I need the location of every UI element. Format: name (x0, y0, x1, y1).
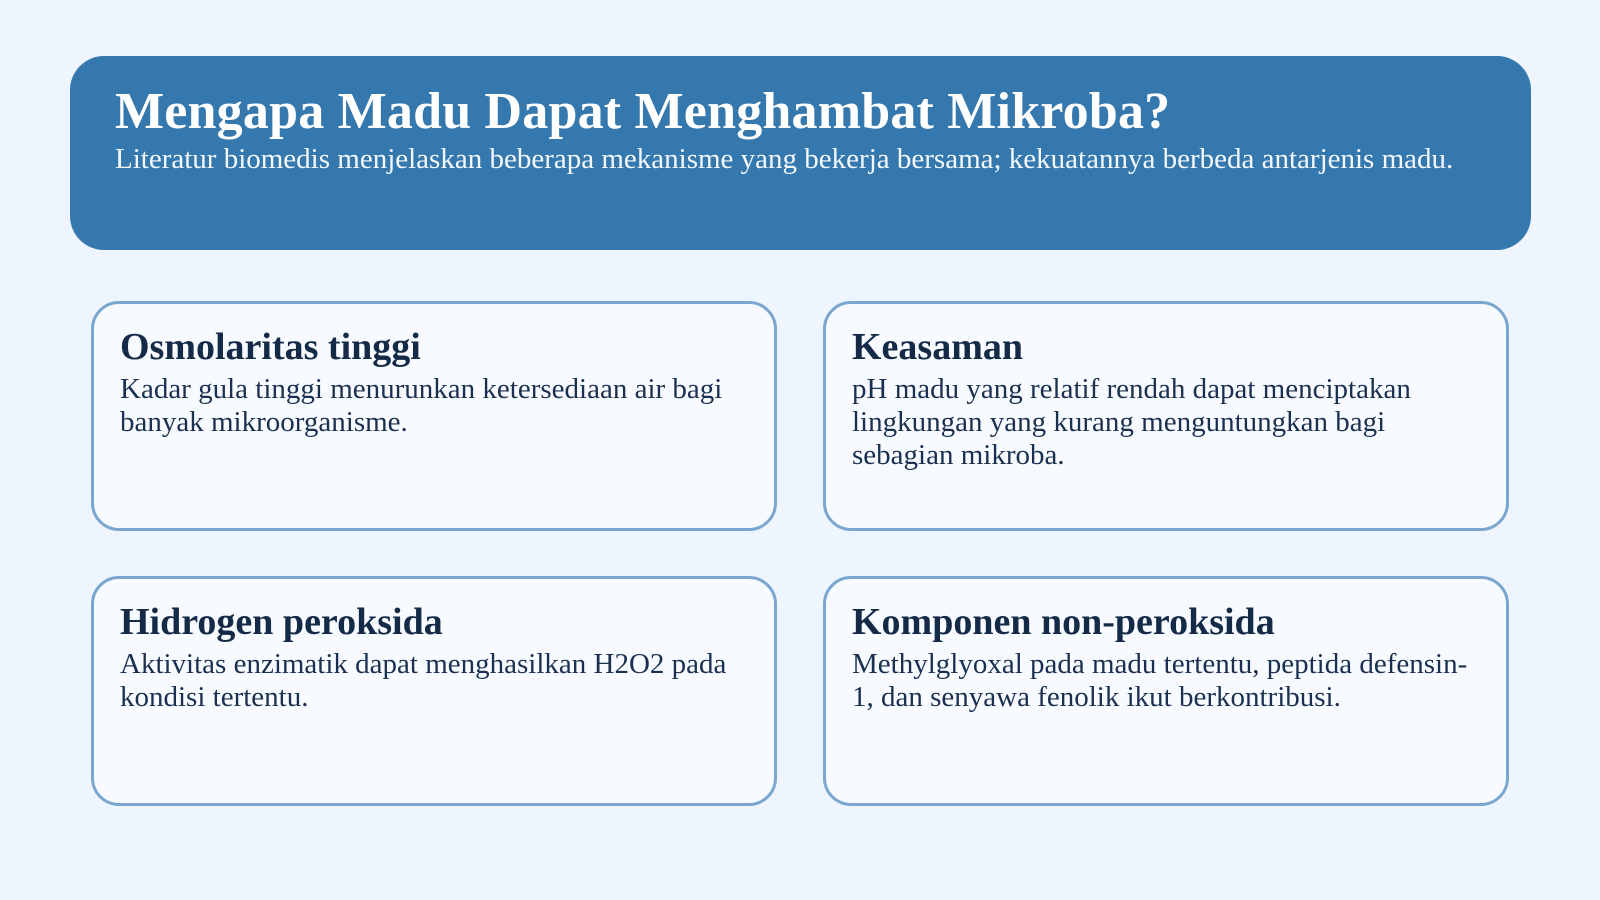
mechanism-card-hydrogen-peroxide (91, 576, 777, 806)
page-subtitle: Literatur biomedis menjelaskan beberapa mekanisme yang bekerja bersama; kekuatannya berbeda antarjenis madu. (115, 143, 1454, 175)
mechanism-card-osmolarity (91, 301, 777, 531)
card-title: Komponen non-peroksida (852, 601, 1275, 643)
card-description: Aktivitas enzimatik dapat menghasilkan H2O2 pada kondisi tertentu. (120, 648, 727, 713)
mechanism-card-non-peroxide (823, 576, 1509, 806)
card-description: Kadar gula tinggi menurunkan ketersediaan air bagi banyak mikroorganisme. (120, 373, 723, 438)
card-title: Osmolaritas tinggi (120, 326, 421, 368)
header-banner (70, 56, 1531, 250)
card-title: Hidrogen peroksida (120, 601, 443, 643)
card-description: pH madu yang relatif rendah dapat menciptakan lingkungan yang kurang menguntungkan bagi sebagian mikroba. (852, 373, 1411, 471)
card-title: Keasaman (852, 326, 1023, 368)
mechanism-card-acidity (823, 301, 1509, 531)
page-title: Mengapa Madu Dapat Menghambat Mikroba? (115, 83, 1171, 140)
card-description: Methylglyoxal pada madu tertentu, peptida defensin-1, dan senyawa fenolik ikut berkontribusi. (852, 648, 1468, 713)
